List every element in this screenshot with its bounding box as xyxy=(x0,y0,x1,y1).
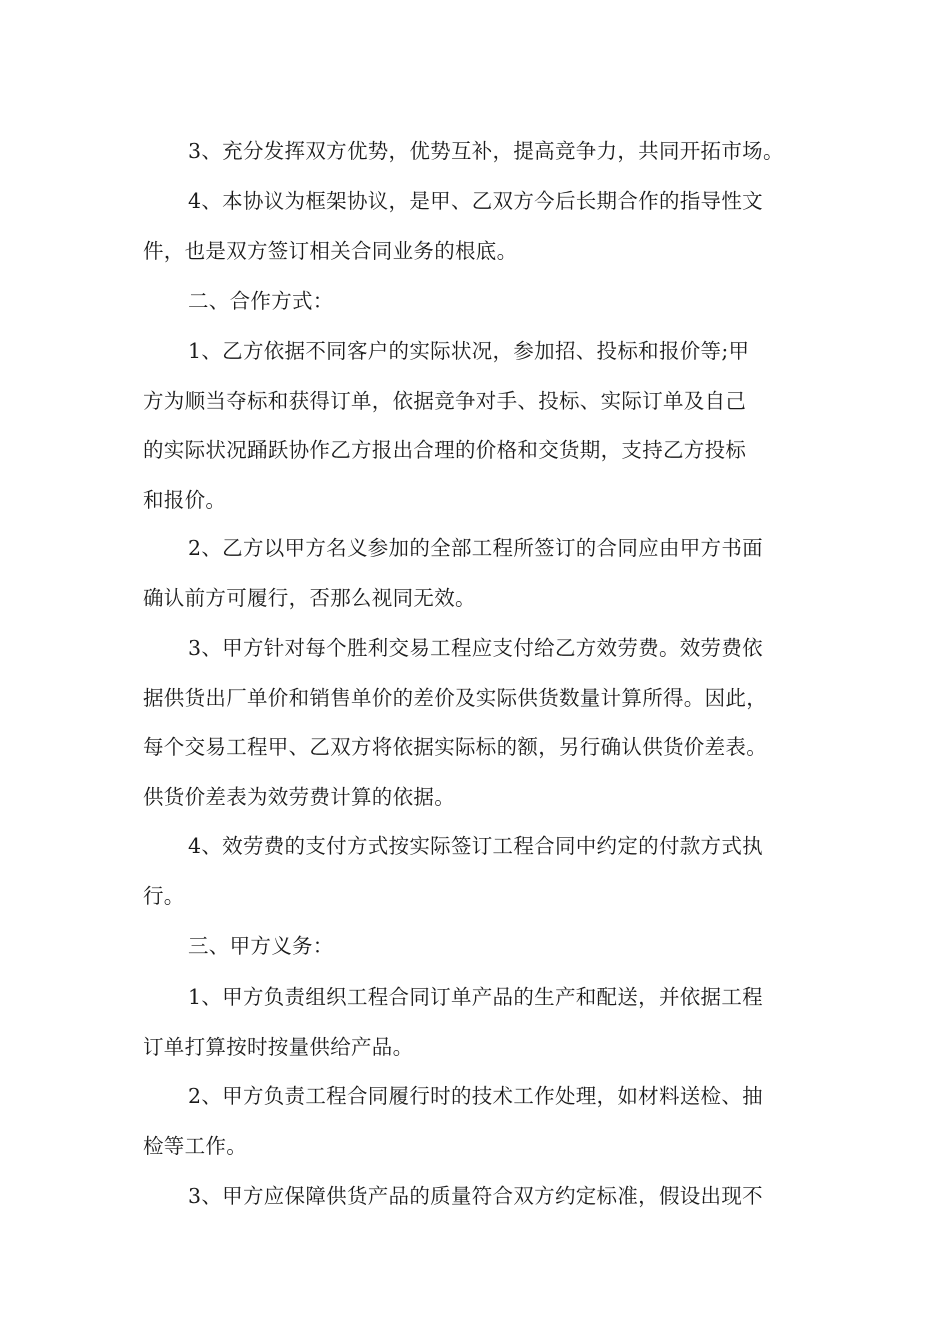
text-line: 检等工作。 xyxy=(143,1133,247,1158)
text-line: 1、甲方负责组织工程合同订单产品的生产和配送，并依据工程 xyxy=(188,985,763,1009)
text-line: 供货价差表为效劳费计算的依据。 xyxy=(143,784,455,809)
paragraph-1 xyxy=(143,127,823,177)
text-line: 二、合作方式： xyxy=(188,289,334,313)
paragraph-5 xyxy=(143,624,823,822)
paragraph-4 xyxy=(143,524,823,623)
paragraph-6 xyxy=(143,822,823,921)
text-line: 件，也是双方签订相关合同业务的根底。 xyxy=(143,238,518,263)
text-line: 2、甲方负责工程合同履行时的技术工作处理，如材料送检、抽 xyxy=(188,1084,763,1108)
text-line: 确认前方可履行，否那么视同无效。 xyxy=(143,585,476,610)
paragraph-2 xyxy=(143,177,823,276)
text-line: 据供货出厂单价和销售单价的差价及实际供货数量计算所得。因此， xyxy=(143,685,767,710)
text-line: 4、效劳费的支付方式按实际签订工程合同中约定的付款方式执 xyxy=(188,834,763,858)
text-line: 4、本协议为框架协议，是甲、乙双方今后长期合作的指导性文 xyxy=(188,189,763,213)
paragraph-9 xyxy=(143,1172,823,1222)
text-line: 三、甲方义务： xyxy=(188,934,334,958)
paragraph-3 xyxy=(143,327,823,525)
text-line: 3、充分发挥双方优势，优势互补，提高竞争力，共同开拓市场。 xyxy=(188,139,784,163)
text-line: 订单打算按时按量供给产品。 xyxy=(143,1034,414,1059)
section-heading-3 xyxy=(143,922,823,972)
text-line: 3、甲方针对每个胜利交易工程应支付给乙方效劳费。效劳费依 xyxy=(188,636,763,660)
text-line: 1、乙方依据不同客户的实际状况，参加招、投标和报价等;甲 xyxy=(188,339,750,363)
text-line: 行。 xyxy=(143,883,185,908)
text-line: 的实际状况踊跃协作乙方报出合理的价格和交货期，支持乙方投标 xyxy=(143,438,747,462)
text-line: 每个交易工程甲、乙双方将依据实际标的额，另行确认供货价差表。 xyxy=(143,735,767,759)
text-line: 2、乙方以甲方名义参加的全部工程所签订的合同应由甲方书面 xyxy=(188,536,763,560)
section-heading-2 xyxy=(143,277,823,327)
text-line: 方为顺当夺标和获得订单，依据竞争对手、投标、实际订单及自己 xyxy=(143,388,747,413)
paragraph-7 xyxy=(143,973,823,1072)
paragraph-8 xyxy=(143,1072,823,1171)
text-line: 和报价。 xyxy=(143,487,227,512)
text-line: 3、甲方应保障供货产品的质量符合双方约定标准，假设出现不 xyxy=(188,1184,763,1208)
